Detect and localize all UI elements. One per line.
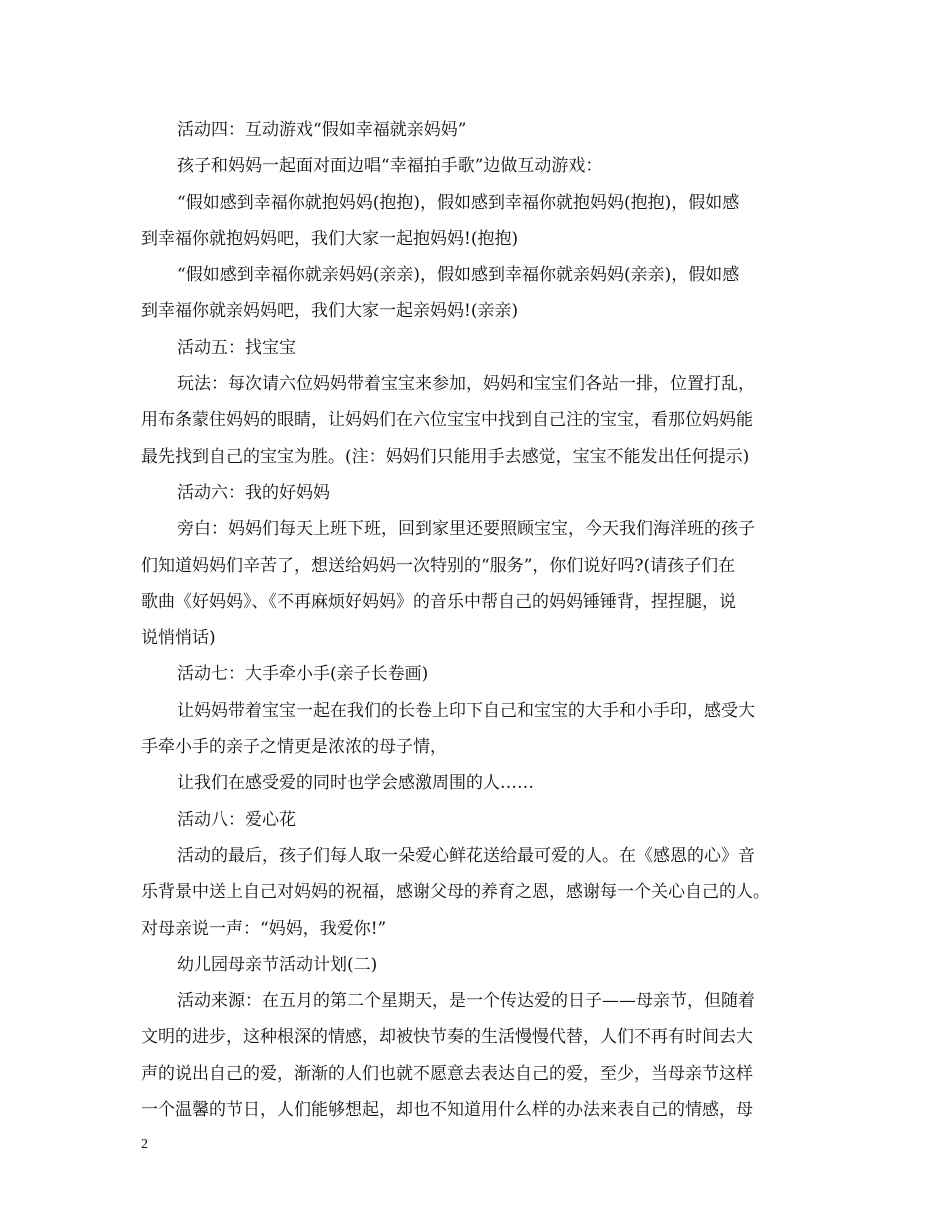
text-line: 乐背景中送上自己对妈妈的祝福，感谢父母的养育之恩，感谢每一个关心自己的人。: [141, 882, 770, 903]
text-line: 活动的最后，孩子们每人取一朵爱心鲜花送给最可爱的人。在《感恩的心》音: [177, 845, 755, 866]
text-line: 活动八：爱心花: [177, 809, 296, 830]
text-line: 歌曲《好妈妈》、《不再麻烦好妈妈》的音乐中帮自己的妈妈锤锤背，捏捏腿，说: [141, 591, 736, 612]
text-line: 孩子和妈妈一起面对面边唱“幸福拍手歌”边做互动游戏：: [177, 156, 603, 177]
text-line: 到幸福你就抱妈妈吧，我们大家一起抱妈妈!(抱抱): [141, 228, 519, 249]
document-body: [141, 112, 821, 1128]
text-line: 活动六：我的好妈妈: [177, 482, 330, 503]
text-line: “假如感到幸福你就抱妈妈(抱抱)，假如感到幸福你就抱妈妈(抱抱)，假如感: [177, 192, 740, 213]
text-line: 文明的进步，这种根深的情感，却被快节奏的生活慢慢代替，人们不再有时间去大: [141, 1027, 753, 1048]
text-line: 手牵小手的亲子之情更是浓浓的母子情，: [141, 737, 447, 758]
text-line: 到幸福你就亲妈妈吧，我们大家一起亲妈妈!(亲亲): [141, 301, 519, 322]
text-line: 旁白：妈妈们每天上班下班，回到家里还要照顾宝宝，今天我们海洋班的孩子: [177, 519, 755, 540]
text-line: 让我们在感受爱的同时也学会感激周围的人……: [177, 773, 534, 794]
text-line: “假如感到幸福你就亲妈妈(亲亲)，假如感到幸福你就亲妈妈(亲亲)，假如感: [177, 265, 740, 286]
text-line: 对母亲说一声：“妈妈，我爱你!”: [141, 918, 387, 939]
text-line: 用布条蒙住妈妈的眼睛，让妈妈们在六位宝宝中找到自己注的宝宝，看那位妈妈能: [141, 410, 753, 431]
text-line: 玩法：每次请六位妈妈带着宝宝来参加，妈妈和宝宝们各站一排，位置打乱，: [177, 374, 755, 395]
text-line: 让妈妈带着宝宝一起在我们的长卷上印下自己和宝宝的大手和小手印，感受大: [177, 700, 755, 721]
text-line: 们知道妈妈们辛苦了，想送给妈妈一次特别的“服务”，你们说好吗?(请孩子们在: [141, 555, 736, 576]
text-line: 一个温馨的节日，人们能够想起，却也不知道用什么样的办法来表自己的情感，母: [141, 1100, 753, 1121]
text-line: 幼儿园母亲节活动计划(二): [177, 954, 378, 975]
text-line: 活动四：互动游戏“假如幸福就亲妈妈”: [177, 120, 467, 140]
text-line: 说悄悄话): [141, 628, 216, 649]
text-line: 活动五：找宝宝: [177, 337, 296, 358]
text-line: 活动七：大手牵小手(亲子长卷画): [177, 664, 429, 685]
text-line: 最先找到自己的宝宝为胜。(注：妈妈们只能用手去感觉，宝宝不能发出任何提示): [141, 446, 750, 467]
page-number: 2: [141, 1137, 148, 1152]
text-line: 活动来源：在五月的第二个星期天，是一个传达爱的日子——母亲节，但随着: [177, 991, 755, 1012]
text-line: 声的说出自己的爱，渐渐的人们也就不愿意去表达自己的爱，至少，当母亲节这样: [141, 1063, 753, 1084]
